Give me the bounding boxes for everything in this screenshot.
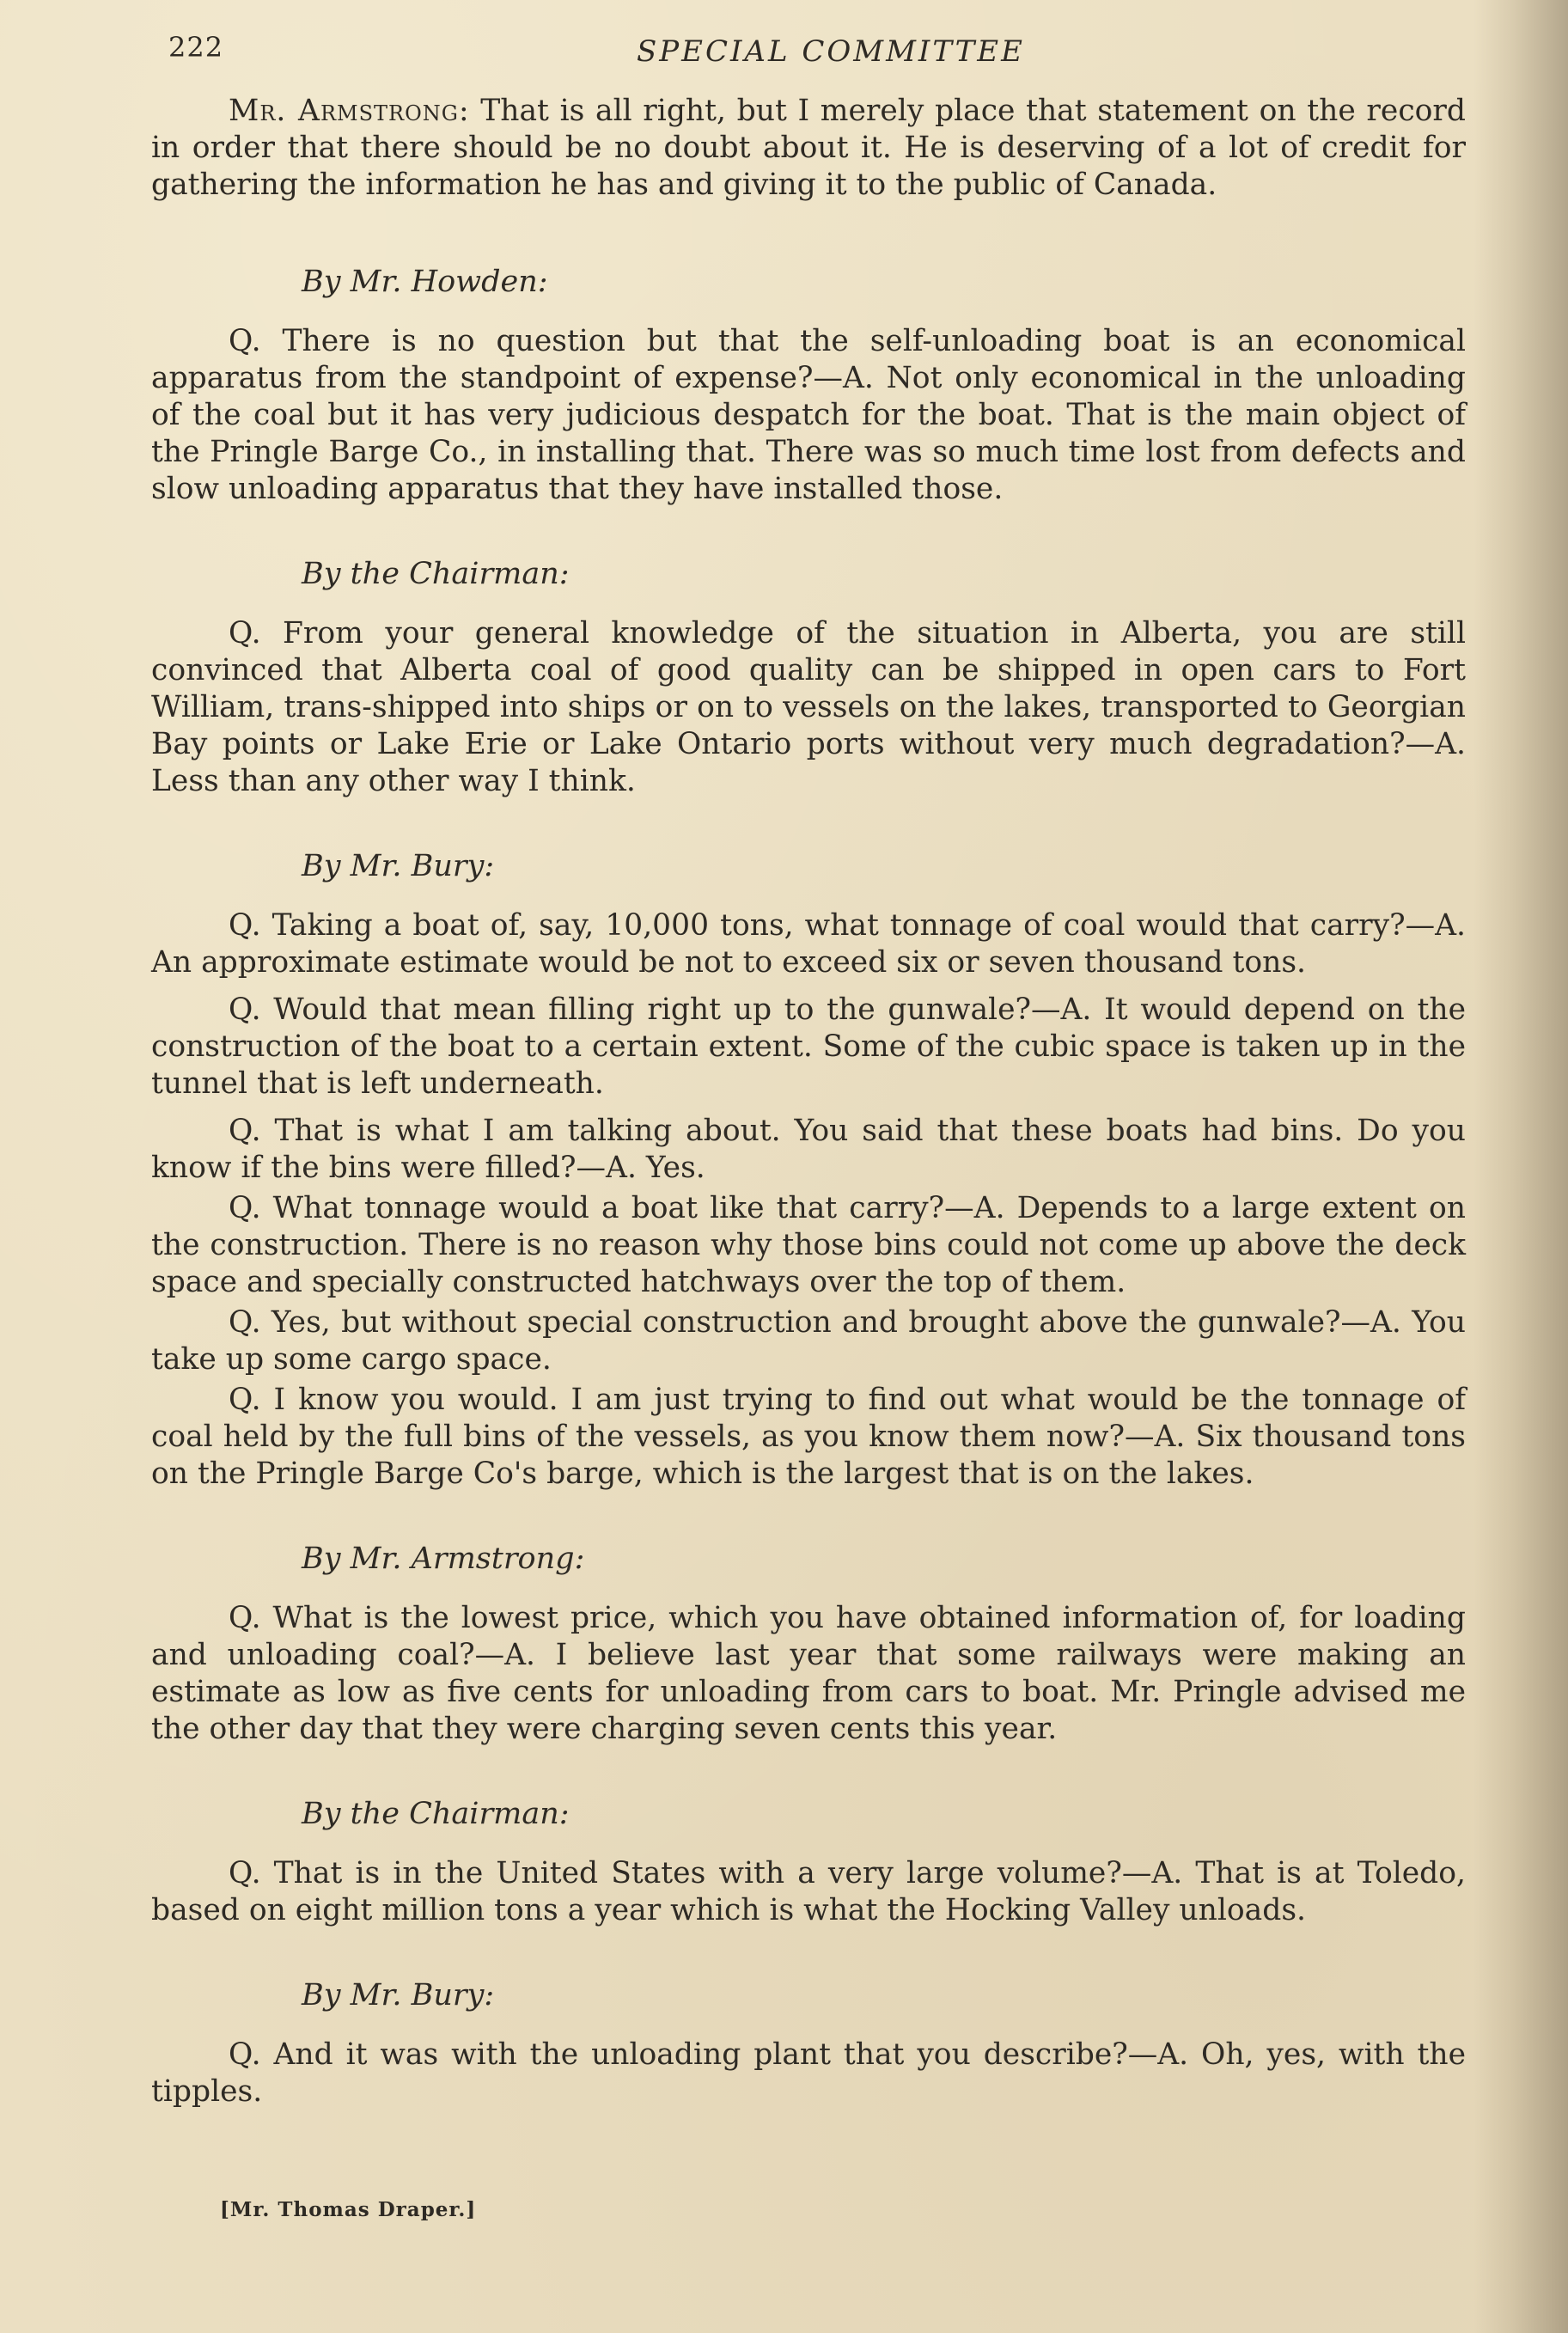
paragraph: Q. That is what I am talking about. You said that these boats had bins. Do you know if the bins were filled?—A. Yes.: [151, 1114, 1466, 1185]
paragraph-text: That is all right, but I merely place that statement on the record in order that there should be no doubt about it. He is deserving of a lot of credit for gathering the information he has and giving it to the public of Canada.: [151, 94, 1466, 202]
paragraph: Q. From your general knowledge of the situation in Alberta, you are still convinced that Alberta coal of good quality can be shipped in open cars to Fort William, trans-shipped into ships or on to vessels on the lakes, transported to Georgian Bay points or Lake Erie or Lake Ontario ports without very much degradation?—A. Less than any other way I think.: [151, 616, 1466, 798]
page-body: [151, 93, 1466, 2121]
examiner-byline: By Mr. Bury:: [302, 1978, 495, 2012]
examiner-byline: By Mr. Bury:: [302, 849, 495, 883]
paragraph: [151, 93, 1466, 204]
paragraph: Q. Yes, but without special construction and brought above the gunwale?—A. You take up some cargo space.: [151, 1305, 1466, 1377]
examiner-byline: By the Chairman:: [302, 1797, 570, 1831]
paragraph: Q. Taking a boat of, say, 10,000 tons, what tonnage of coal would that carry?—A. An approximate estimate would be not to exceed six or seven thousand tons.: [151, 908, 1466, 980]
page-header: [168, 31, 1466, 74]
paragraph: Q. That is in the United States with a very large volume?—A. That is at Toledo, based on eight million tons a year which is what the Hocking Valley unloads.: [151, 1856, 1466, 1927]
paragraph: Q. And it was with the unloading plant that you describe?—A. Oh, yes, with the tipples.: [151, 2037, 1466, 2109]
binding-shadow: [1473, 0, 1568, 2333]
paragraph: Q. What tonnage would a boat like that carry?—A. Depends to a large extent on the construction. There is no reason why those bins could not come up above the deck space and specially constructed hatchways over the top of them.: [151, 1191, 1466, 1299]
speaker-name: Mr. Armstrong:: [229, 94, 470, 128]
paragraph: Q. There is no question but that the self-unloading boat is an economical apparatus from the standpoint of expense?—A. Not only economical in the unloading of the coal but it has very judicious despatch for the boat. That is the main object of the Pringle Barge Co., in installing that. There was so much time lost from defects and slow unloading apparatus that they have installed those.: [151, 324, 1466, 506]
running-head: SPECIAL COMMITTEE: [637, 34, 1025, 69]
examiner-byline: By the Chairman:: [302, 557, 570, 591]
witness-footer: [Mr. Thomas Draper.]: [220, 2198, 477, 2221]
examiner-byline: By Mr. Armstrong:: [302, 1542, 585, 1576]
paragraph: Q. Would that mean filling right up to the gunwale?—A. It would depend on the construction of the boat to a certain extent. Some of the cubic space is taken up in the tunnel that is left underneath.: [151, 992, 1466, 1101]
page-number: 222: [168, 31, 224, 64]
examiner-byline: By Mr. Howden:: [302, 265, 548, 299]
paragraph: Q. I know you would. I am just trying to find out what would be the tonnage of coal held by the full bins of the vessels, as you know them now?—A. Six thousand tons on the Pringle Barge Co's barge, which is the largest that is on the lakes.: [151, 1383, 1466, 1491]
paragraph: Q. What is the lowest price, which you have obtained information of, for loading and unloading coal?—A. I believe last year that some railways were making an estimate as low as five cents for unloading from cars to boat. Mr. Pringle advised me the other day that they were charging seven cents this year.: [151, 1601, 1466, 1746]
